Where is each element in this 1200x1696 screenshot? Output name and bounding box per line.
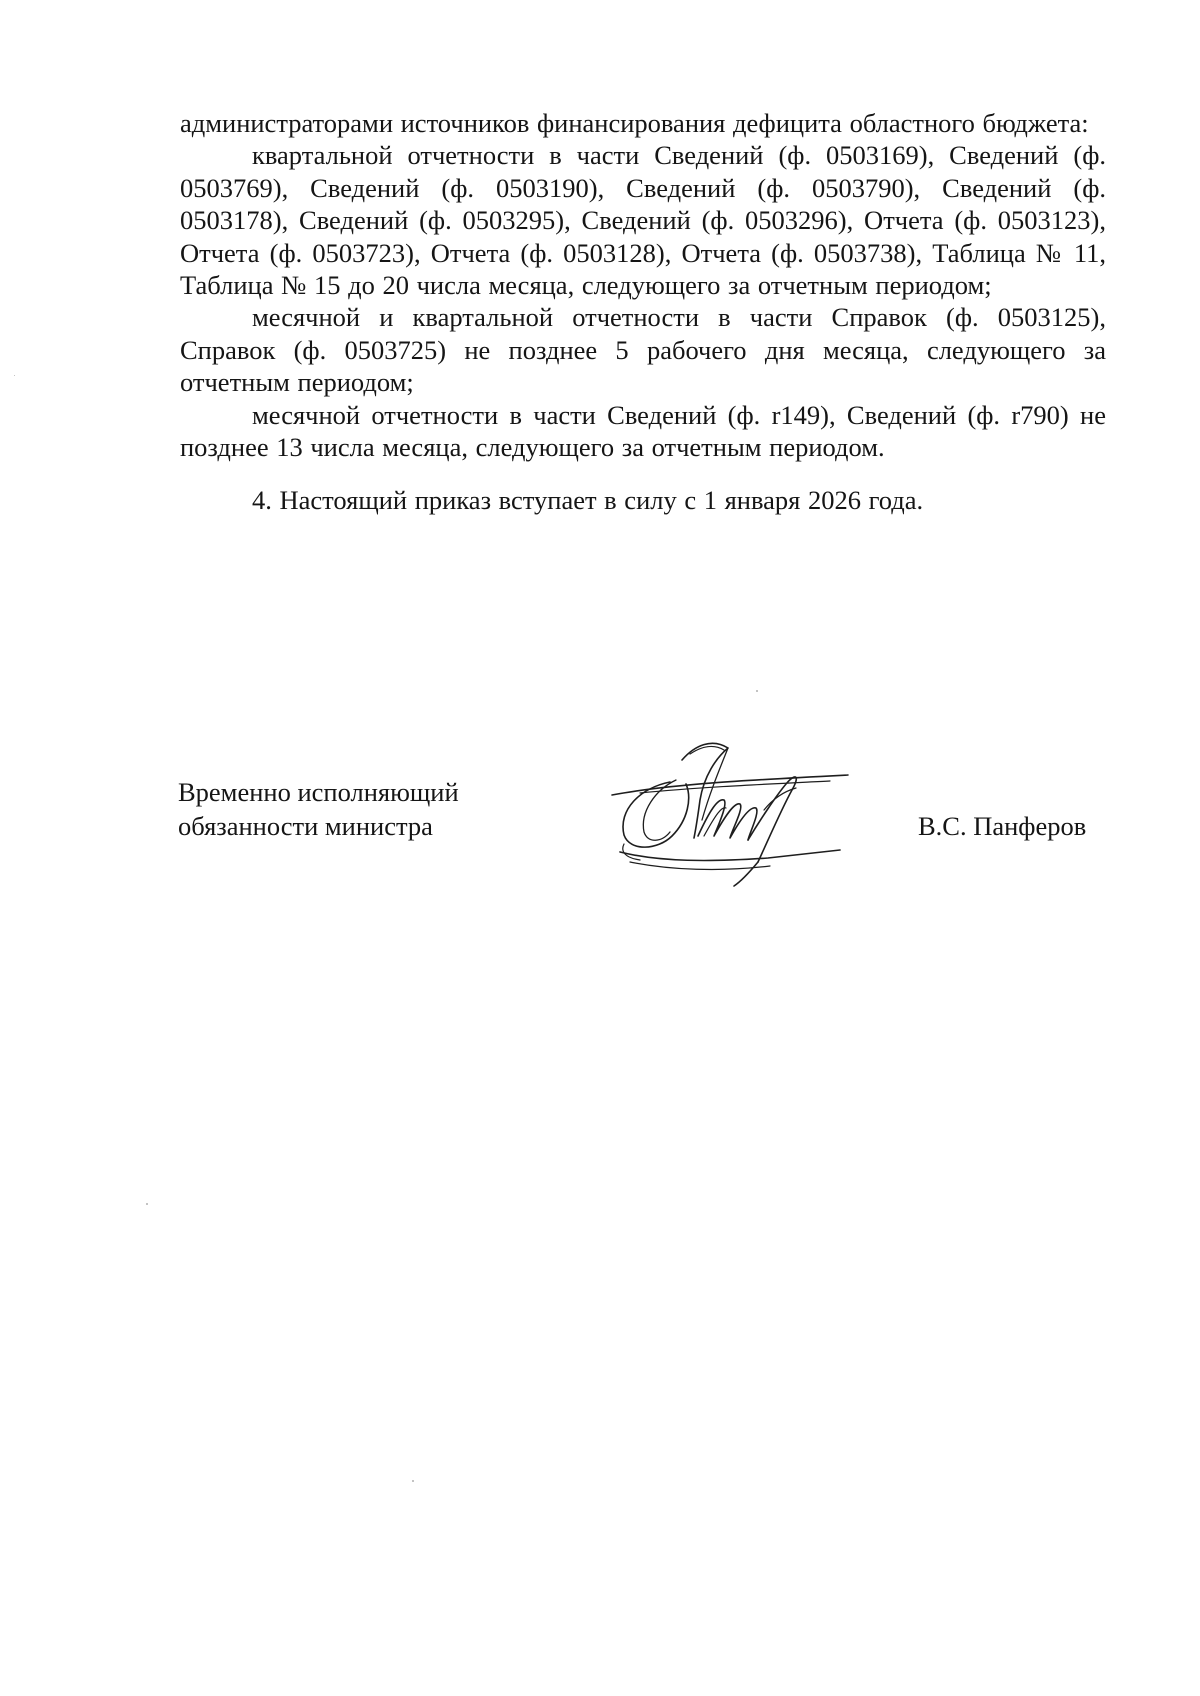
handwritten-signature — [600, 740, 860, 890]
clause-effective-date: 4. Настоящий приказ вступает в силу с 1 января 2026 года. — [252, 485, 924, 516]
signer-title-line-2: обязанности министра — [178, 811, 433, 841]
signer-title — [178, 775, 538, 843]
paragraph-monthly-quarterly-reporting: месячной и квартальной отчетности в части Справок (ф. 0503125), Справок (ф. 0503725) не позднее 5 рабочего дня месяца, следующего за отчетным периодом; — [180, 302, 1106, 398]
document-body — [180, 107, 1106, 517]
scan-speck — [14, 375, 15, 376]
scan-speck — [756, 690, 758, 692]
signer-name: В.С. Панферов — [918, 811, 1087, 841]
paragraph-monthly-reporting: месячной отчетности в части Сведений (ф. r149), Сведений (ф. r790) не позднее 13 числа месяца, следующего за отчетным периодом. — [180, 399, 1106, 463]
scan-speck — [412, 1480, 414, 1482]
paragraph-continuation: администраторами источников финансирования дефицита областного бюджета: — [180, 108, 1089, 138]
paragraph-quarterly-reporting: квартальной отчетности в части Сведений (ф. 0503169), Сведений (ф. 0503769), Сведений (ф. 0503190), Сведений (ф. 0503790), Сведений (ф. 0503178), Сведений (ф. 0503295), Сведений (ф. 0503296), Отчета (ф. 0503123), Отчета (ф. 0503723), Отчета (ф. 0503128), Отчета (ф. 0503738), Таблица № 11, Таблица № 15 до 20 числа месяца, следующего за отчетным периодом; — [180, 140, 1106, 301]
signer-title-line-1: Временно исполняющий — [178, 777, 459, 807]
scan-speck — [146, 1203, 148, 1205]
